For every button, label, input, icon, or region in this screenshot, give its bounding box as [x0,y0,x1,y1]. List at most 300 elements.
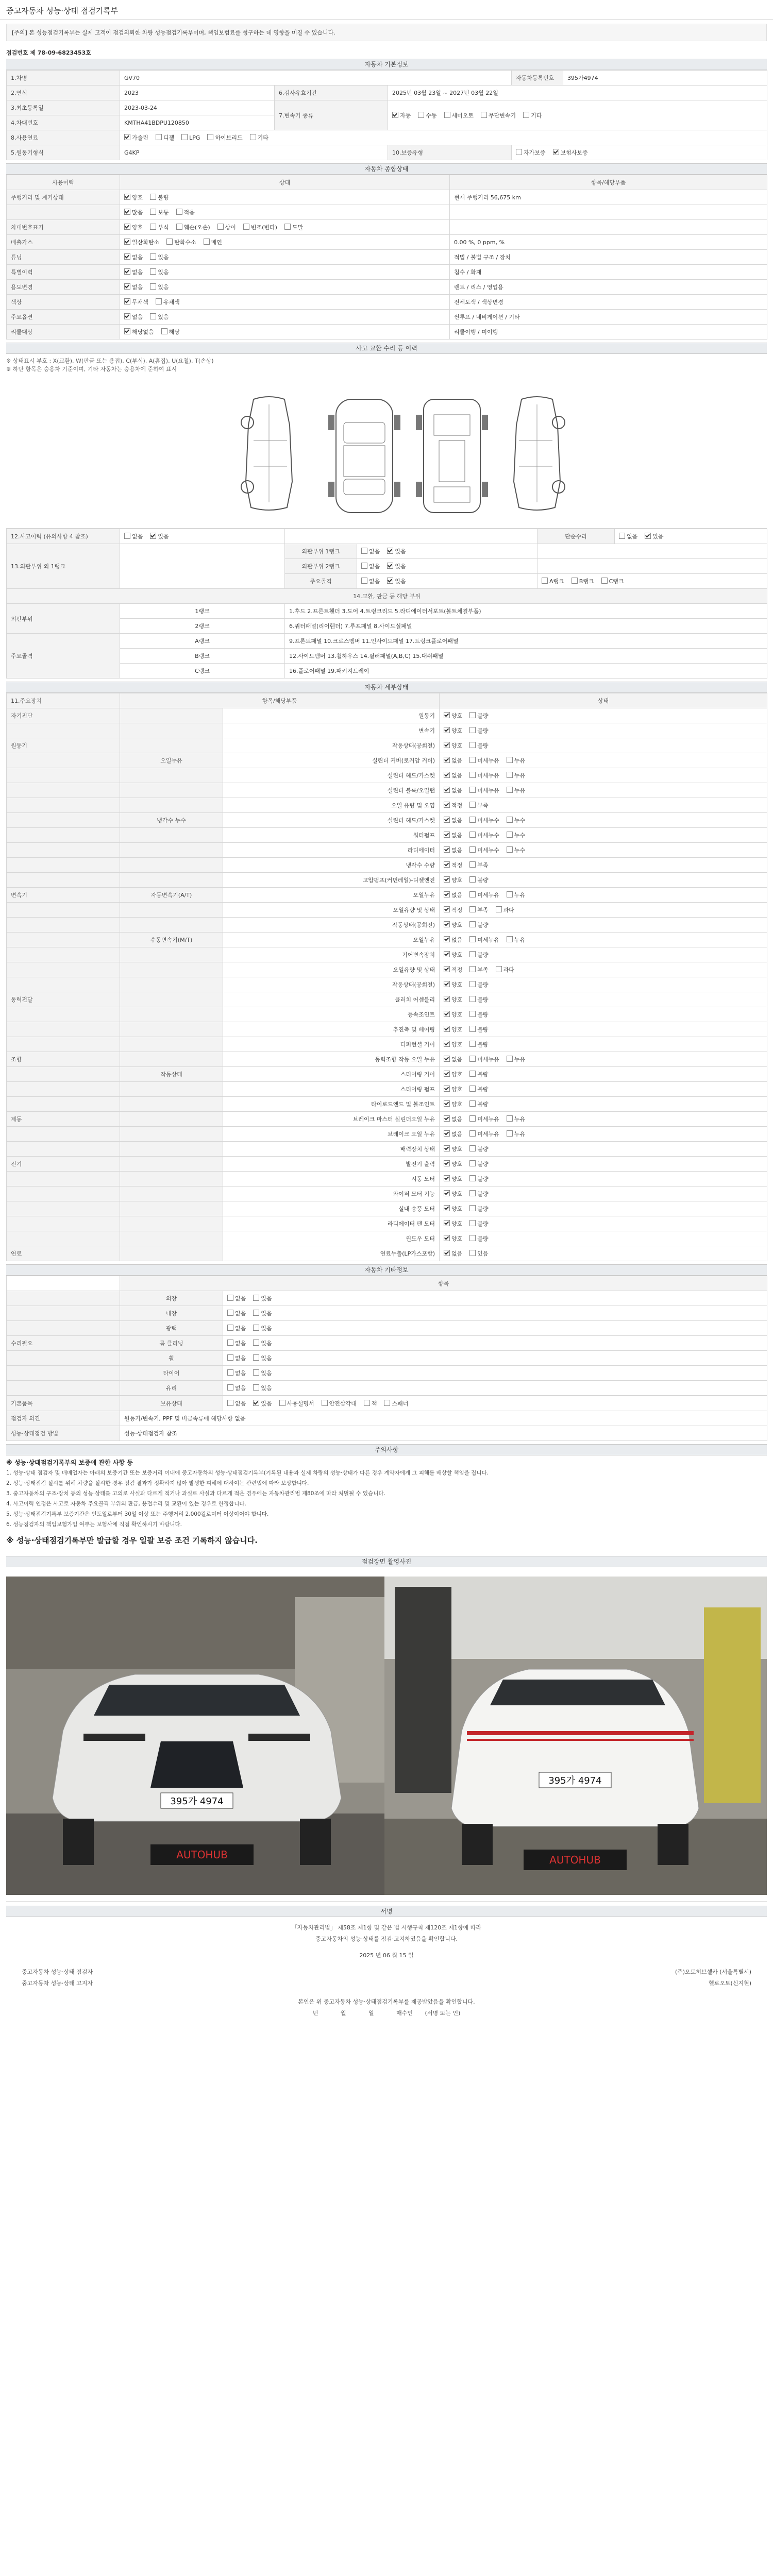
detail-option[interactable] [507,771,525,779]
general-option[interactable] [124,208,143,216]
detail-checkbox[interactable] [469,1145,476,1151]
general-option[interactable] [124,268,143,276]
detail-option[interactable] [469,1160,488,1168]
detail-option[interactable] [444,1175,462,1183]
detail-checkbox[interactable] [469,1026,476,1032]
detail-option[interactable] [444,1115,462,1123]
detail-option[interactable] [444,741,462,750]
detail-checkbox[interactable] [444,1220,450,1226]
detail-option[interactable] [469,1234,488,1243]
fuel-option[interactable] [156,133,174,142]
detail-option[interactable] [444,1040,462,1048]
detail-option[interactable] [469,1219,488,1228]
detail-checkbox[interactable] [444,1190,450,1196]
other-checkbox[interactable] [253,1310,259,1316]
detail-checkbox[interactable] [469,1011,476,1017]
detail-option[interactable] [444,951,462,959]
rank-option[interactable] [387,547,406,555]
accident-checkbox[interactable] [150,533,156,539]
basic-item-checkbox[interactable] [227,1400,233,1406]
detail-option[interactable] [469,1249,488,1258]
detail-option[interactable] [444,771,462,779]
other-checkbox[interactable] [253,1384,259,1391]
detail-checkbox[interactable] [469,1220,476,1226]
detail-option[interactable] [469,756,499,765]
other-option[interactable] [253,1324,272,1332]
general-option[interactable] [124,328,154,336]
detail-option[interactable] [444,1234,462,1243]
detail-option[interactable] [444,801,462,809]
general-checkbox[interactable] [124,194,130,200]
basic-item-checkbox[interactable] [322,1400,328,1406]
general-option[interactable] [150,208,169,216]
detail-option[interactable] [469,1085,488,1093]
detail-checkbox[interactable] [469,1205,476,1211]
detail-checkbox[interactable] [444,1041,450,1047]
rank-option[interactable] [361,547,380,555]
detail-checkbox[interactable] [444,772,450,778]
general-option[interactable] [124,313,143,321]
detail-checkbox[interactable] [469,861,476,868]
general-checkbox[interactable] [150,268,156,275]
detail-option[interactable] [444,995,462,1004]
transmission-option[interactable] [418,111,436,120]
general-option[interactable] [150,223,169,231]
transmission-checkbox[interactable] [481,112,487,118]
simple-repair-option[interactable] [619,532,637,540]
detail-option[interactable] [469,1025,488,1033]
basic-item-option[interactable] [322,1399,357,1408]
detail-checkbox[interactable] [469,891,476,897]
detail-option[interactable] [507,786,525,794]
detail-option[interactable] [469,995,488,1004]
general-option[interactable] [124,238,159,246]
detail-checkbox[interactable] [444,1071,450,1077]
fuel-option[interactable] [250,133,268,142]
transmission-option[interactable] [481,111,516,120]
detail-checkbox[interactable] [469,1100,476,1107]
detail-option[interactable] [469,1130,499,1138]
general-option[interactable] [150,268,169,276]
detail-option[interactable] [444,1055,462,1063]
other-checkbox[interactable] [227,1384,233,1391]
general-checkbox[interactable] [204,239,210,245]
detail-option[interactable] [444,1205,462,1213]
general-option[interactable] [217,223,236,231]
general-checkbox[interactable] [124,224,130,230]
detail-checkbox[interactable] [469,981,476,987]
detail-checkbox[interactable] [444,817,450,823]
detail-option[interactable] [507,816,525,824]
detail-option[interactable] [507,1055,525,1063]
other-checkbox[interactable] [227,1295,233,1301]
transmission-checkbox[interactable] [418,112,424,118]
detail-option[interactable] [469,1040,488,1048]
detail-option[interactable] [444,1160,462,1168]
detail-checkbox[interactable] [507,1115,513,1122]
detail-option[interactable] [469,876,488,884]
basic-item-checkbox[interactable] [253,1400,259,1406]
transmission-option[interactable] [523,111,542,120]
rank-checkbox[interactable] [387,578,393,584]
general-option[interactable] [156,298,180,306]
detail-checkbox[interactable] [469,1160,476,1166]
detail-checkbox[interactable] [507,772,513,778]
detail-option[interactable] [469,741,488,750]
detail-option[interactable] [469,1190,488,1198]
other-option[interactable] [253,1384,272,1392]
simple-repair-checkbox[interactable] [619,533,625,539]
detail-checkbox[interactable] [444,1130,450,1137]
detail-checkbox[interactable] [444,1011,450,1017]
general-checkbox[interactable] [124,328,130,334]
detail-checkbox[interactable] [507,891,513,897]
general-checkbox[interactable] [150,209,156,215]
detail-checkbox[interactable] [469,876,476,883]
detail-option[interactable] [469,936,499,944]
detail-option[interactable] [444,1010,462,1019]
general-option[interactable] [124,253,143,261]
detail-checkbox[interactable] [444,1145,450,1151]
basic-item-option[interactable] [227,1399,246,1408]
detail-checkbox[interactable] [469,772,476,778]
fuel-checkbox[interactable] [250,134,256,140]
detail-checkbox[interactable] [444,876,450,883]
basic-item-checkbox[interactable] [364,1400,370,1406]
rank-option[interactable] [387,577,406,585]
detail-checkbox[interactable] [444,787,450,793]
detail-option[interactable] [507,891,525,899]
other-checkbox[interactable] [253,1295,259,1301]
general-option[interactable] [124,283,143,291]
general-checkbox[interactable] [150,313,156,319]
other-checkbox[interactable] [227,1354,233,1361]
general-option[interactable] [150,253,169,261]
general-option[interactable] [124,193,143,201]
general-checkbox[interactable] [124,283,130,290]
general-option[interactable] [176,223,210,231]
detail-option[interactable] [469,951,488,959]
detail-checkbox[interactable] [469,742,476,748]
general-checkbox[interactable] [150,194,156,200]
detail-checkbox[interactable] [444,846,450,853]
rank-a-checkbox[interactable] [542,578,548,584]
detail-checkbox[interactable] [444,1205,450,1211]
detail-checkbox[interactable] [444,936,450,942]
general-checkbox[interactable] [124,298,130,304]
detail-option[interactable] [444,980,462,989]
detail-checkbox[interactable] [469,966,476,972]
detail-option[interactable] [444,1145,462,1153]
rank-option[interactable] [361,577,380,585]
detail-checkbox[interactable] [444,832,450,838]
detail-option[interactable] [507,831,525,839]
general-option[interactable] [124,298,148,306]
general-option[interactable] [166,238,196,246]
general-checkbox[interactable] [124,268,130,275]
other-option[interactable] [227,1384,246,1392]
detail-option[interactable] [444,1085,462,1093]
detail-checkbox[interactable] [469,1130,476,1137]
detail-option[interactable] [469,711,488,720]
detail-option[interactable] [444,965,462,974]
general-option[interactable] [150,283,169,291]
other-checkbox[interactable] [227,1369,233,1376]
general-checkbox[interactable] [161,328,167,334]
fuel-option[interactable] [181,134,200,141]
other-option[interactable] [227,1339,246,1347]
detail-checkbox[interactable] [507,1130,513,1137]
basic-item-option[interactable] [364,1399,377,1408]
detail-checkbox[interactable] [444,802,450,808]
simple-repair-option[interactable] [645,532,663,540]
detail-checkbox[interactable] [469,1190,476,1196]
detail-option[interactable] [444,756,462,765]
detail-checkbox[interactable] [444,727,450,733]
other-checkbox[interactable] [253,1369,259,1376]
detail-option[interactable] [507,846,525,854]
general-checkbox[interactable] [124,239,130,245]
detail-option[interactable] [496,906,514,914]
detail-option[interactable] [444,816,462,824]
general-option[interactable] [150,193,169,201]
detail-checkbox[interactable] [507,846,513,853]
other-checkbox[interactable] [253,1340,259,1346]
warranty-option[interactable] [553,148,588,157]
fuel-checkbox[interactable] [181,134,188,140]
general-checkbox[interactable] [150,283,156,290]
detail-checkbox[interactable] [444,996,450,1002]
detail-checkbox[interactable] [469,787,476,793]
rank-checkbox[interactable] [361,578,367,584]
rank-b-checkbox[interactable] [572,578,578,584]
detail-checkbox[interactable] [469,906,476,912]
detail-option[interactable] [444,711,462,720]
detail-option[interactable] [469,1175,488,1183]
general-checkbox[interactable] [124,253,130,260]
detail-option[interactable] [469,831,499,839]
other-checkbox[interactable] [227,1325,233,1331]
detail-option[interactable] [444,831,462,839]
detail-checkbox[interactable] [444,1250,450,1256]
detail-checkbox[interactable] [444,906,450,912]
detail-checkbox[interactable] [469,846,476,853]
detail-checkbox[interactable] [469,712,476,718]
detail-checkbox[interactable] [469,936,476,942]
basic-item-checkbox[interactable] [384,1400,390,1406]
detail-checkbox[interactable] [444,1160,450,1166]
detail-checkbox[interactable] [444,712,450,718]
fuel-checkbox[interactable] [156,134,162,140]
accident-option[interactable] [150,532,169,540]
detail-option[interactable] [444,861,462,869]
detail-checkbox[interactable] [507,832,513,838]
detail-checkbox[interactable] [507,817,513,823]
basic-item-checkbox[interactable] [279,1400,285,1406]
detail-checkbox[interactable] [444,861,450,868]
general-checkbox[interactable] [150,224,156,230]
rank-checkbox[interactable] [387,563,393,569]
other-option[interactable] [253,1294,272,1302]
general-option[interactable] [176,208,195,216]
detail-option[interactable] [469,891,499,899]
detail-checkbox[interactable] [469,921,476,927]
fuel-option[interactable] [124,133,148,142]
detail-option[interactable] [469,965,488,974]
detail-option[interactable] [469,861,488,869]
detail-option[interactable] [469,1100,488,1108]
detail-option[interactable] [444,936,462,944]
detail-checkbox[interactable] [444,1026,450,1032]
detail-checkbox[interactable] [469,1235,476,1241]
detail-checkbox[interactable] [469,757,476,763]
detail-option[interactable] [444,891,462,899]
detail-option[interactable] [469,1145,488,1153]
detail-checkbox[interactable] [507,1056,513,1062]
detail-option[interactable] [469,1010,488,1019]
detail-option[interactable] [469,1205,488,1213]
basic-item-option[interactable] [384,1399,408,1408]
general-checkbox[interactable] [124,209,130,215]
general-checkbox[interactable] [217,224,224,230]
warranty-option[interactable] [516,148,546,157]
detail-option[interactable] [444,1070,462,1078]
detail-option[interactable] [469,1070,488,1078]
other-option[interactable] [227,1309,246,1317]
other-option[interactable] [253,1369,272,1377]
transmission-option[interactable] [392,111,411,120]
detail-option[interactable] [469,921,488,929]
detail-option[interactable] [444,921,462,929]
other-option[interactable] [227,1369,246,1377]
detail-option[interactable] [507,1115,525,1123]
other-option[interactable] [253,1339,272,1347]
rank-checkbox[interactable] [361,563,367,569]
detail-checkbox[interactable] [444,1056,450,1062]
accident-option[interactable] [124,532,143,540]
general-checkbox[interactable] [156,298,162,304]
general-option[interactable] [150,313,169,321]
transmission-checkbox[interactable] [392,112,398,118]
detail-checkbox[interactable] [444,951,450,957]
detail-checkbox[interactable] [469,1071,476,1077]
general-option[interactable] [124,223,143,231]
detail-option[interactable] [507,756,525,765]
detail-option[interactable] [444,1190,462,1198]
detail-checkbox[interactable] [469,996,476,1002]
detail-option[interactable] [444,876,462,884]
general-option[interactable] [204,238,222,246]
detail-checkbox[interactable] [507,787,513,793]
warranty-checkbox[interactable] [516,149,522,155]
detail-option[interactable] [469,846,499,854]
other-checkbox[interactable] [227,1310,233,1316]
detail-option[interactable] [444,906,462,914]
detail-checkbox[interactable] [444,921,450,927]
detail-checkbox[interactable] [469,1250,476,1256]
detail-checkbox[interactable] [444,981,450,987]
rank-c-checkbox[interactable] [601,578,608,584]
general-checkbox[interactable] [176,209,182,215]
general-checkbox[interactable] [243,224,249,230]
general-checkbox[interactable] [124,313,130,319]
detail-checkbox[interactable] [444,966,450,972]
fuel-option[interactable] [207,133,242,142]
detail-option[interactable] [469,1055,499,1063]
detail-checkbox[interactable] [507,936,513,942]
transmission-checkbox[interactable] [523,112,529,118]
detail-option[interactable] [469,726,488,735]
general-checkbox[interactable] [150,253,156,260]
other-option[interactable] [227,1354,246,1362]
accident-checkbox[interactable] [124,533,130,539]
detail-checkbox[interactable] [444,1175,450,1181]
general-option[interactable] [284,223,303,231]
detail-checkbox[interactable] [469,1086,476,1092]
other-option[interactable] [227,1294,246,1302]
detail-option[interactable] [444,1249,462,1258]
detail-checkbox[interactable] [469,817,476,823]
detail-checkbox[interactable] [469,727,476,733]
general-option[interactable] [243,223,277,231]
detail-option[interactable] [469,786,499,794]
detail-option[interactable] [444,786,462,794]
detail-option[interactable] [444,1219,462,1228]
detail-option[interactable] [444,726,462,735]
detail-checkbox[interactable] [469,1056,476,1062]
detail-checkbox[interactable] [496,906,502,912]
detail-checkbox[interactable] [469,951,476,957]
general-checkbox[interactable] [176,224,182,230]
other-option[interactable] [227,1324,246,1332]
detail-checkbox[interactable] [469,1115,476,1122]
other-checkbox[interactable] [253,1325,259,1331]
detail-checkbox[interactable] [469,832,476,838]
detail-checkbox[interactable] [469,1041,476,1047]
detail-option[interactable] [469,816,499,824]
detail-option[interactable] [444,846,462,854]
basic-item-option[interactable] [253,1399,272,1408]
rank-option[interactable] [387,562,406,570]
rank-option[interactable] [361,562,380,570]
other-option[interactable] [253,1354,272,1362]
detail-option[interactable] [469,771,499,779]
other-checkbox[interactable] [253,1354,259,1361]
basic-item-option[interactable] [279,1399,314,1408]
transmission-checkbox[interactable] [444,112,450,118]
detail-checkbox[interactable] [496,966,502,972]
detail-checkbox[interactable] [444,742,450,748]
detail-checkbox[interactable] [507,757,513,763]
detail-option[interactable] [507,1130,525,1138]
detail-checkbox[interactable] [469,802,476,808]
detail-option[interactable] [444,1100,462,1108]
detail-checkbox[interactable] [444,1235,450,1241]
simple-repair-checkbox[interactable] [645,533,651,539]
detail-option[interactable] [469,1115,499,1123]
other-option[interactable] [253,1309,272,1317]
detail-option[interactable] [469,801,488,809]
detail-option[interactable] [507,936,525,944]
other-checkbox[interactable] [227,1340,233,1346]
general-checkbox[interactable] [284,224,291,230]
detail-checkbox[interactable] [444,891,450,897]
detail-option[interactable] [444,1025,462,1033]
detail-checkbox[interactable] [469,1175,476,1181]
fuel-checkbox[interactable] [207,134,213,140]
detail-option[interactable] [469,980,488,989]
detail-checkbox[interactable] [444,1115,450,1122]
